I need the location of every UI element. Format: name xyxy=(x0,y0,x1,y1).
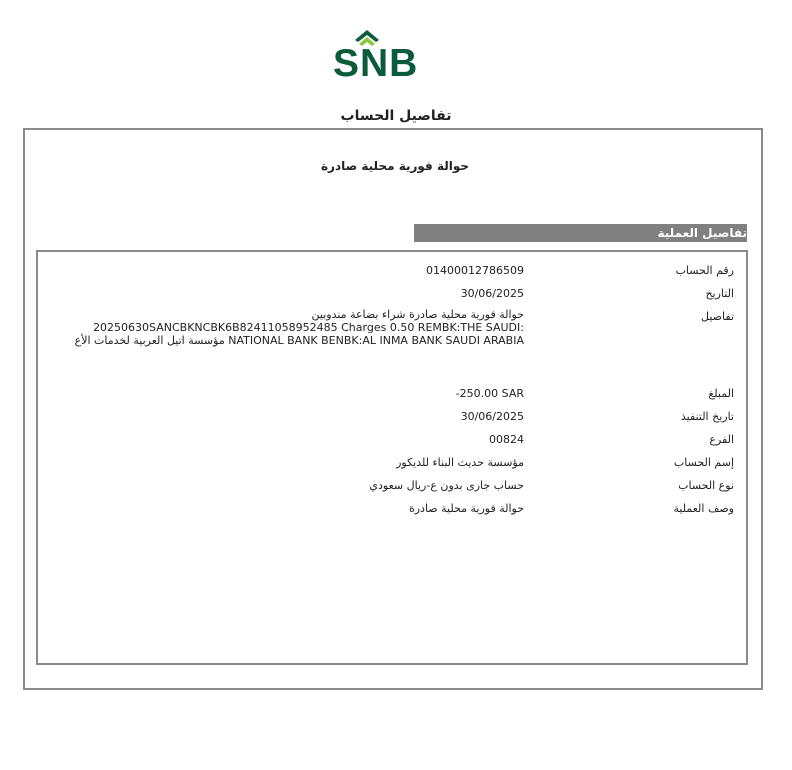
execution-date-value: 30/06/2025 xyxy=(460,410,524,423)
account-number-value: 01400012786509 xyxy=(426,264,524,277)
execution-date-label: تاريخ التنفيذ xyxy=(680,410,734,423)
branch-label: الفرع xyxy=(709,433,734,446)
amount-label: المبلغ xyxy=(708,387,734,400)
amount-value xyxy=(54,387,524,400)
transaction-description-value: حوالة فورية محلية صادرة xyxy=(408,502,524,515)
snb-logo xyxy=(333,28,433,84)
snb-logo-text: SNB xyxy=(333,42,419,85)
page-title: تفاصيل الحساب xyxy=(340,108,452,124)
details-label: تفاصيل xyxy=(701,310,734,323)
account-name-value: مؤسسة حديث البناء للديكور xyxy=(396,456,524,469)
details-value: حوالة فورية محلية صادرة شراء بضاعة مندوبين :20250630SANCBKNCBK6B82411058952485 Charges 0.50 REMBK:THE SAUDI NATIONAL BANK BENBK:AL INMA BANK SAUDI ARABIA مؤسسة اتيل العربية لخدمات الأع xyxy=(74,308,524,347)
amount-value-text: -250.00 SAR xyxy=(455,387,524,400)
date-label: التاريخ xyxy=(705,287,734,300)
account-type-label: نوع الحساب xyxy=(678,479,734,492)
transaction-description-label: وصف العملية xyxy=(673,502,734,515)
account-number-label: رقم الحساب xyxy=(675,264,734,277)
branch-value: 00824 xyxy=(489,433,524,446)
section-header-bar xyxy=(414,224,747,242)
transaction-title: حوالة فورية محلية صادرة xyxy=(320,159,470,173)
section-title: تفاصيل العملية xyxy=(657,226,747,240)
account-type-value: حساب جارى بدون ع-ريال سعودي xyxy=(369,479,524,492)
account-name-label: إسم الحساب xyxy=(673,456,734,469)
date-value: 30/06/2025 xyxy=(460,287,524,300)
